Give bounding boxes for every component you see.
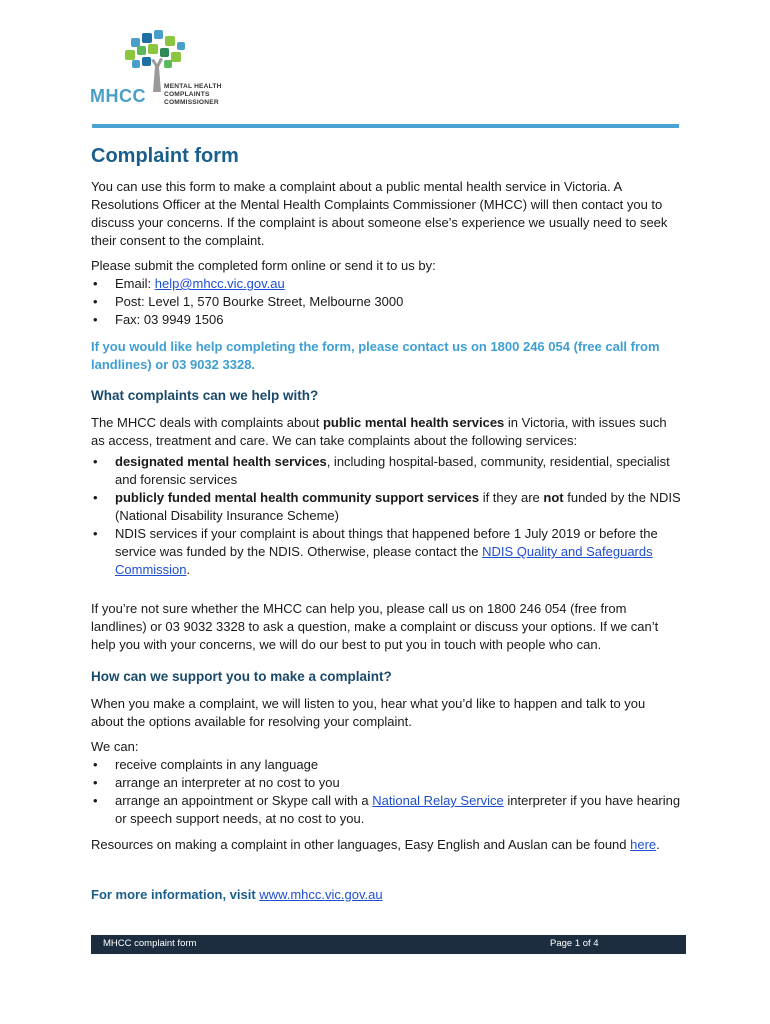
list-item: • Email: help@mhcc.vic.gov.au <box>91 275 681 293</box>
ndis-commission-link[interactable]: NDIS Quality and Safeguards Commission <box>115 544 653 577</box>
list-item: • Post: Level 1, 570 Bourke Street, Melbourne 3000 <box>91 293 681 311</box>
mhcc-logo <box>90 30 230 110</box>
header-divider <box>92 124 679 128</box>
intro-paragraph: You can use this form to make a complaint about a public mental health service in Victoria. A Resolutions Officer at the Mental Health Complaints Commissioner (MHCC) will then contact you to discuss your concerns. If the complaint is about someone else’s experience we usually need to seek their consent to the complaint. <box>91 179 668 248</box>
section-heading-support: How can we support you to make a complaint? <box>91 669 392 684</box>
submit-methods-list <box>91 275 681 329</box>
section1-followup: If you’re not sure whether the MHCC can help you, please call us on 1800 246 054 (free from landlines) or 03 9032 3328 to ask a question, make a complaint or discuss your options. If we can’t help you with your concerns, we will do our best to put you in touch with people who can. <box>91 601 659 652</box>
more-info-line: For more information, visit www.mhcc.vic.gov.au <box>91 887 383 902</box>
page-footer <box>91 935 686 954</box>
footer-page-number: Page 1 of 4 <box>550 938 599 949</box>
logo-abbreviation: MHCC <box>90 86 146 106</box>
list-item: • arrange an interpreter at no cost to you <box>91 774 681 792</box>
section1-paragraph: The MHCC deals with complaints about public mental health services in Victoria, with issues such as access, treatment and care. We can take complaints about the following services: <box>91 415 667 448</box>
section-heading-what-complaints: What complaints can we help with? <box>91 388 319 403</box>
email-link[interactable]: help@mhcc.vic.gov.au <box>154 276 285 291</box>
page-title: Complaint form <box>91 145 239 167</box>
resources-paragraph: Resources on making a complaint in other languages, Easy English and Auslan can be found here. <box>91 837 660 852</box>
list-item: • designated mental health services, including hospital-based, community, residential, specialist and forensic services <box>91 453 681 489</box>
section2-intro: When you make a complaint, we will listen to you, hear what you’d like to happen and talk to you about the options available for resolving your complaint. <box>91 696 646 729</box>
list-item: • Fax: 03 9949 1506 <box>91 311 681 329</box>
footer-document-name: MHCC complaint form <box>103 938 197 949</box>
help-contact-note: If you would like help completing the form, please contact us on 1800 246 054 (free call from landlines) or 03 9032 3328. <box>91 339 660 372</box>
list-item: • NDIS services if your complaint is about things that happened before 1 July 2019 or before the service was funded by the NDIS. Otherwise, please contact the NDIS Quality and Safeguards Commission. <box>91 525 681 579</box>
resources-here-link[interactable]: here <box>630 837 657 852</box>
website-link[interactable]: www.mhcc.vic.gov.au <box>259 887 383 902</box>
submit-lead: Please submit the completed form online or send it to us by: <box>91 258 436 273</box>
logo-tagline: MENTAL HEALTH COMPLAINTS COMMISSIONER <box>164 83 222 106</box>
list-item: • receive complaints in any language <box>91 756 681 774</box>
we-can-label: We can: <box>91 739 139 754</box>
list-item: • arrange an appointment or Skype call with a National Relay Service interpreter if you have hearing or speech support needs, at no cost to you. <box>91 792 681 828</box>
national-relay-service-link[interactable]: National Relay Service <box>372 793 504 808</box>
support-list <box>91 756 681 828</box>
list-item: • publicly funded mental health community support services if they are not funded by the NDIS (National Disability Insurance Scheme) <box>91 489 681 525</box>
services-list <box>91 453 681 579</box>
